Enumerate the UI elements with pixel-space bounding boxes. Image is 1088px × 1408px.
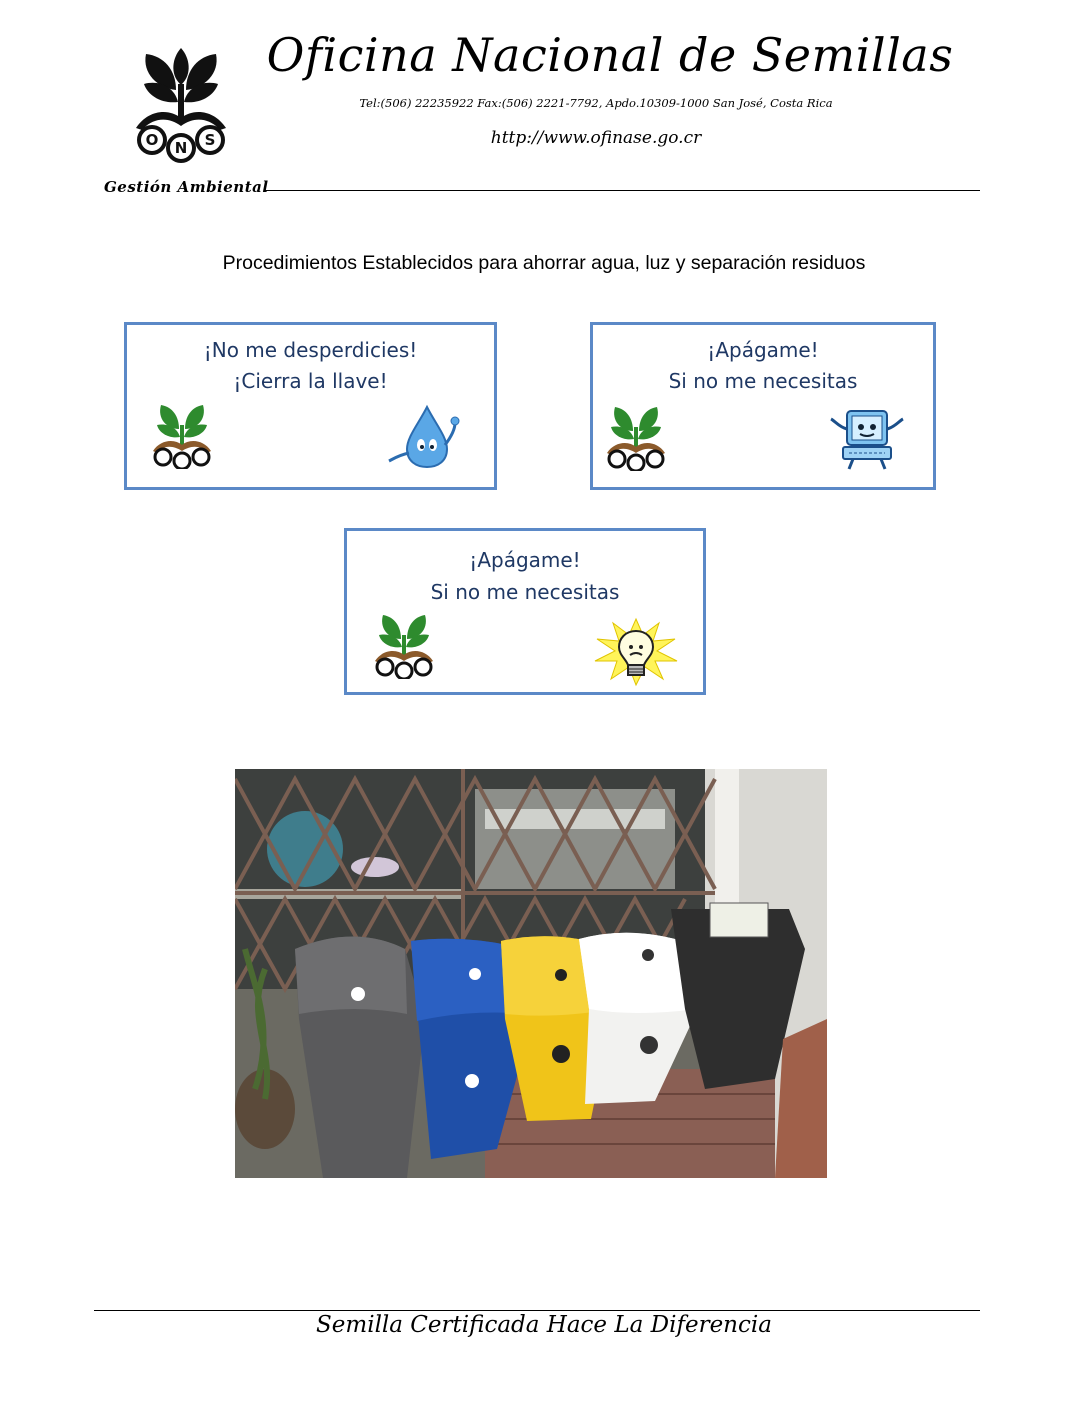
light-off-sign	[344, 528, 706, 695]
header-divider	[265, 190, 980, 191]
ons-mini-logo-icon	[149, 399, 215, 469]
sign-subtitle: Si no me necesitas	[430, 580, 620, 604]
computer-mascot-icon	[827, 407, 907, 473]
ons-mini-logo-icon	[371, 609, 437, 679]
computer-off-sign	[590, 322, 936, 490]
department-label: Gestión Ambiental	[104, 178, 269, 196]
sign-subtitle: Si no me necesitas	[668, 369, 858, 393]
ons-mini-logo-icon	[603, 401, 669, 471]
sign-title: ¡Apágame!	[469, 548, 581, 572]
light-bulb-icon	[593, 617, 679, 687]
water-saving-sign	[124, 322, 497, 490]
sign-title: ¡No me desperdicies!	[203, 338, 418, 362]
footer-slogan: Semilla Certificada Hace La Diferencia	[316, 1312, 772, 1338]
contact-info: Tel:(506) 22235922 Fax:(506) 2221-7792, Apdo.10309-1000 San José, Costa Rica	[359, 96, 833, 110]
water-drop-mascot-icon	[385, 401, 465, 471]
organization-title: Oficina Nacional de Semillas	[266, 28, 954, 82]
document-heading: Procedimientos Establecidos para ahorrar agua, luz y separación residuos	[222, 252, 866, 274]
website-link[interactable]: http://www.ofinase.go.cr	[490, 128, 702, 148]
recycling-bins-photo	[235, 769, 827, 1178]
ons-logo	[128, 44, 234, 166]
sign-subtitle: ¡Cierra la llave!	[233, 369, 388, 393]
logo-letter: N	[174, 139, 188, 157]
sign-title: ¡Apágame!	[707, 338, 819, 362]
logo-letter: O	[145, 131, 159, 149]
logo-letter: S	[204, 131, 216, 149]
footer-divider	[94, 1310, 980, 1311]
